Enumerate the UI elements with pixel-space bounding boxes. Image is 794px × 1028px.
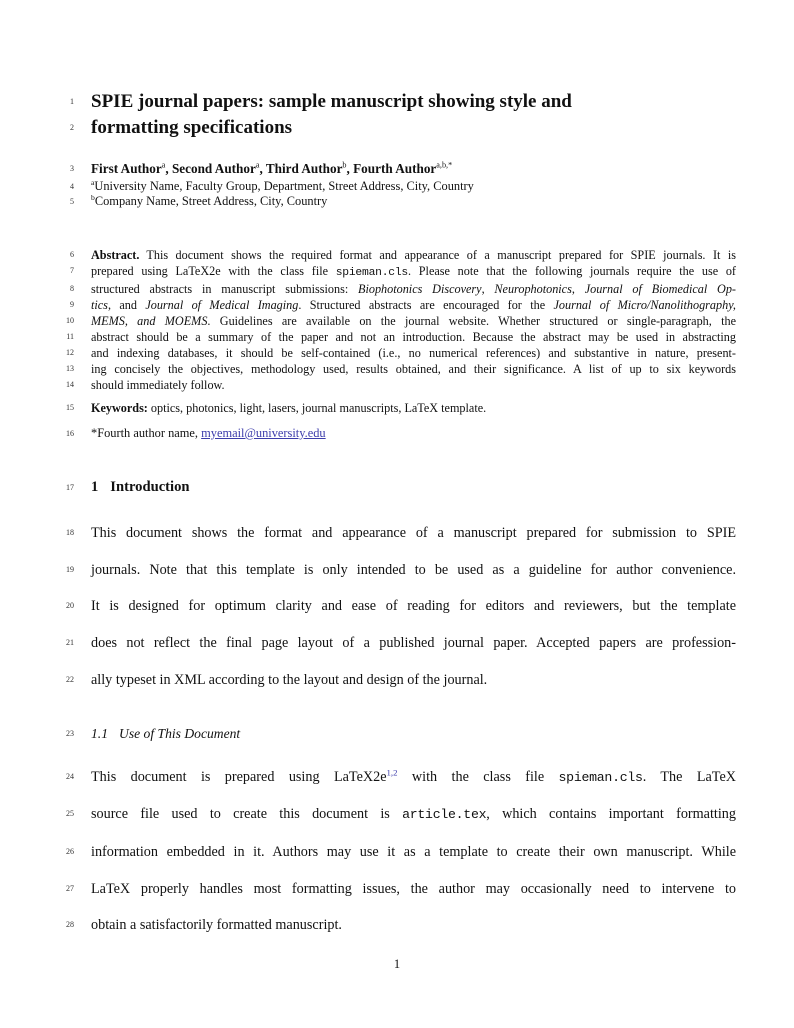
- text-segment: It is designed for optimum clarity and ease of reading for editors and reviewers, but the template: [91, 598, 736, 615]
- abstract-text: [91, 361, 736, 377]
- section-heading-introduction-text: [91, 478, 736, 497]
- line-number: 19: [66, 564, 74, 574]
- abstract-line: [0, 247, 794, 263]
- text-segment: MEMS, and MOEMS: [91, 313, 208, 328]
- intro-paragraph-text: [91, 662, 736, 699]
- text-segment: and indexing databases, it should be self-contained (i.e., no numerical references) and substantive in nature, present-: [91, 346, 736, 361]
- use-paragraph-line: [0, 907, 794, 944]
- abstract-line: [0, 329, 794, 345]
- line-number: 28: [66, 920, 74, 930]
- text-segment: with the class file: [397, 768, 559, 785]
- line-number: 23: [66, 729, 74, 738]
- line-number: 16: [66, 429, 74, 438]
- abstract-line: [0, 313, 794, 329]
- line-number: 1: [70, 97, 74, 106]
- intro-paragraph-line: [0, 515, 794, 552]
- text-segment: abstract should be a summary of the paper and not an introduction. Because the abstract may be used in abstracting: [91, 329, 736, 344]
- line-number: 13: [66, 364, 74, 374]
- paper-title: [0, 89, 794, 141]
- text-segment: Introduction: [110, 479, 190, 495]
- code-text: article.tex: [402, 807, 487, 823]
- text-segment: LaTeX properly handles most formatting issues, the author may occasionally need to intervene to: [91, 880, 736, 897]
- text-segment: This document shows the required format and appearance of a manuscript prepared for SPIE journals. It is: [146, 247, 736, 262]
- affiliations-text: [91, 194, 736, 210]
- line-number: 25: [66, 809, 74, 819]
- text-segment: University Name, Faculty Group, Department, Street Address, City, Country: [94, 178, 474, 193]
- intro-paragraph-text: [91, 588, 736, 625]
- section-heading-introduction-line: [0, 478, 794, 497]
- abstract-text: [91, 297, 736, 313]
- code-text: spieman.cls: [558, 769, 643, 785]
- text-segment: b: [342, 160, 347, 170]
- citation-link[interactable]: 1,2: [386, 766, 398, 777]
- affiliations-line: [0, 179, 794, 195]
- text-segment: a: [255, 160, 260, 170]
- intro-paragraph-line: [0, 588, 794, 625]
- text-segment: optics, photonics, light, lasers, journal manuscripts, LaTeX template.: [147, 400, 487, 415]
- text-segment: This document shows the format and appearance of a manuscript prepared for submission to SPIE: [91, 525, 736, 541]
- text-segment: Company Name, Street Address, City, Country: [94, 194, 328, 208]
- text-segment: structured abstracts in manuscript submissions:: [91, 281, 359, 296]
- abstract-text: [91, 313, 736, 329]
- author-contact-line: [0, 425, 794, 442]
- text-segment: formatting specifications: [91, 117, 293, 138]
- use-paragraph: [0, 759, 794, 945]
- abstract-line: [0, 345, 794, 361]
- line-number: 2: [70, 123, 74, 132]
- abstract-text: [91, 377, 736, 393]
- abstract-text: [91, 345, 736, 361]
- affiliations-text: [91, 179, 736, 195]
- line-number: 6: [70, 249, 74, 259]
- text-segment: information embedded in it. Authors may use it as a template to create their own manuscript. While: [91, 843, 736, 860]
- line-number: 18: [66, 528, 74, 537]
- text-segment: . Please note that the following journals require the use of: [408, 263, 736, 278]
- line-number: 8: [70, 283, 74, 293]
- line-number: 7: [70, 265, 74, 275]
- text-segment: Biophotonics Discovery: [358, 281, 482, 296]
- use-paragraph-text: [91, 759, 736, 797]
- text-segment: should immediately follow.: [91, 378, 225, 393]
- text-segment: . The LaTeX: [642, 768, 736, 785]
- subsection-heading-use-of-this-document-text: [91, 724, 736, 743]
- text-segment: ,: [481, 281, 495, 296]
- text-segment: Journal of Biomedical Op-: [584, 281, 736, 296]
- text-segment: First Author: [91, 161, 162, 176]
- abstract-line: [0, 377, 794, 393]
- paper-title-text: [91, 115, 736, 141]
- line-number: 24: [66, 771, 74, 781]
- text-segment: . Structured abstracts are encouraged for the: [298, 297, 554, 312]
- text-segment: journals. Note that this template is only intended to be used as a guideline for author convenience.: [91, 561, 736, 578]
- section-heading-introduction: [0, 478, 794, 497]
- use-paragraph-text: [91, 871, 736, 908]
- text-segment: a: [91, 177, 95, 187]
- text-segment: This document is prepared using LaTeX2e: [91, 768, 387, 785]
- text-segment: Keywords:: [91, 400, 148, 415]
- intro-paragraph-line: [0, 625, 794, 662]
- text-segment: ing concisely the objectives, methodology used, results obtained, and their significance. A list of up to six keywords: [91, 362, 736, 377]
- line-number: 27: [66, 883, 74, 893]
- text-segment: ally typeset in XML according to the layout and design of the journal.: [91, 671, 488, 688]
- text-segment: source file used to create this document is: [91, 806, 403, 823]
- subsection-heading-use-of-this-document-line: [0, 724, 794, 743]
- page-number: 1: [393, 957, 401, 971]
- use-paragraph-text: [91, 796, 736, 834]
- text-segment: 1: [91, 479, 99, 495]
- text-segment: SPIE journal papers: sample manuscript showing style and: [91, 91, 572, 112]
- use-paragraph-line: [0, 871, 794, 908]
- affiliations-line: [0, 194, 794, 210]
- line-number: 5: [70, 197, 74, 206]
- text-segment: Abstract.: [91, 247, 140, 262]
- line-number: 14: [66, 380, 74, 390]
- intro-paragraph-text: [91, 625, 736, 662]
- text-segment: ,: [571, 281, 585, 296]
- text-segment: , and: [107, 297, 146, 312]
- text-segment: , Fourth Author: [346, 161, 437, 176]
- intro-paragraph-text: [91, 515, 736, 552]
- line-number: 15: [66, 402, 74, 412]
- paper-title-line: [0, 89, 794, 115]
- text-segment: obtain a satisfactorily formatted manuscript.: [91, 917, 342, 934]
- abstract-line: [0, 263, 794, 281]
- line-number: 10: [66, 315, 74, 325]
- intro-paragraph: [0, 515, 794, 699]
- line-number: 22: [66, 674, 74, 684]
- text-segment: a,b,*: [436, 160, 453, 170]
- abstract-line: [0, 361, 794, 377]
- keywords-text: [91, 400, 736, 416]
- intro-paragraph-line: [0, 662, 794, 699]
- use-paragraph-line: [0, 834, 794, 871]
- author-contact: [0, 425, 794, 442]
- paper-title-text: [91, 89, 736, 115]
- text-segment: a: [161, 160, 166, 170]
- line-number: 9: [70, 299, 74, 309]
- intro-paragraph-line: [0, 552, 794, 589]
- text-segment: , Second Author: [165, 161, 256, 176]
- use-paragraph-text: [91, 834, 736, 871]
- subsection-heading-use-of-this-document: [0, 724, 794, 743]
- text-segment: Use of This Document: [119, 726, 241, 741]
- author-list-text: [91, 159, 736, 179]
- abstract-text: [91, 263, 736, 281]
- line-number: 11: [66, 331, 74, 341]
- abstract: [0, 247, 794, 394]
- text-segment: Journal of Medical Imaging: [145, 297, 299, 312]
- line-number: 17: [66, 483, 74, 492]
- author-contact-text: [91, 425, 736, 442]
- text-segment: , Third Author: [259, 161, 343, 176]
- use-paragraph-text: [91, 907, 736, 944]
- line-number: 12: [66, 348, 74, 358]
- code-text: spieman.cls: [335, 266, 409, 279]
- keywords-line: [0, 400, 794, 416]
- abstract-line: [0, 297, 794, 313]
- abstract-text: [91, 329, 736, 345]
- text-segment: . Guidelines are available on the journal website. Whether structured or single-paragraph, the: [207, 313, 736, 328]
- line-number: 3: [70, 164, 74, 173]
- text-segment: , which contains important formatting: [486, 806, 736, 823]
- text-segment: *Fourth author name,: [91, 426, 202, 440]
- email-link[interactable]: myemail@university.edu: [201, 426, 326, 440]
- text-segment: does not reflect the final page layout of a published journal paper. Accepted papers are profession-: [91, 635, 736, 652]
- use-paragraph-line: [0, 759, 794, 797]
- line-number: 20: [66, 601, 74, 611]
- affiliations: [0, 179, 794, 210]
- author-list-line: [0, 159, 794, 179]
- abstract-text: [91, 281, 736, 297]
- text-segment: tics: [91, 297, 108, 312]
- line-number: 4: [70, 181, 74, 191]
- text-segment: prepared using LaTeX2e with the class file: [91, 263, 336, 278]
- abstract-line: [0, 281, 794, 297]
- use-paragraph-line: [0, 796, 794, 834]
- keywords: [0, 400, 794, 416]
- text-segment: Neurophotonics: [494, 281, 572, 296]
- text-segment: b: [91, 192, 95, 202]
- intro-paragraph-text: [91, 552, 736, 589]
- line-number: 26: [66, 846, 74, 856]
- paper-title-line: [0, 115, 794, 141]
- text-segment: Journal of Micro/Nanolithography,: [553, 297, 736, 312]
- author-list: [0, 159, 794, 179]
- text-segment: 1.1: [91, 726, 108, 741]
- abstract-text: [91, 247, 736, 263]
- line-number: 21: [66, 638, 74, 648]
